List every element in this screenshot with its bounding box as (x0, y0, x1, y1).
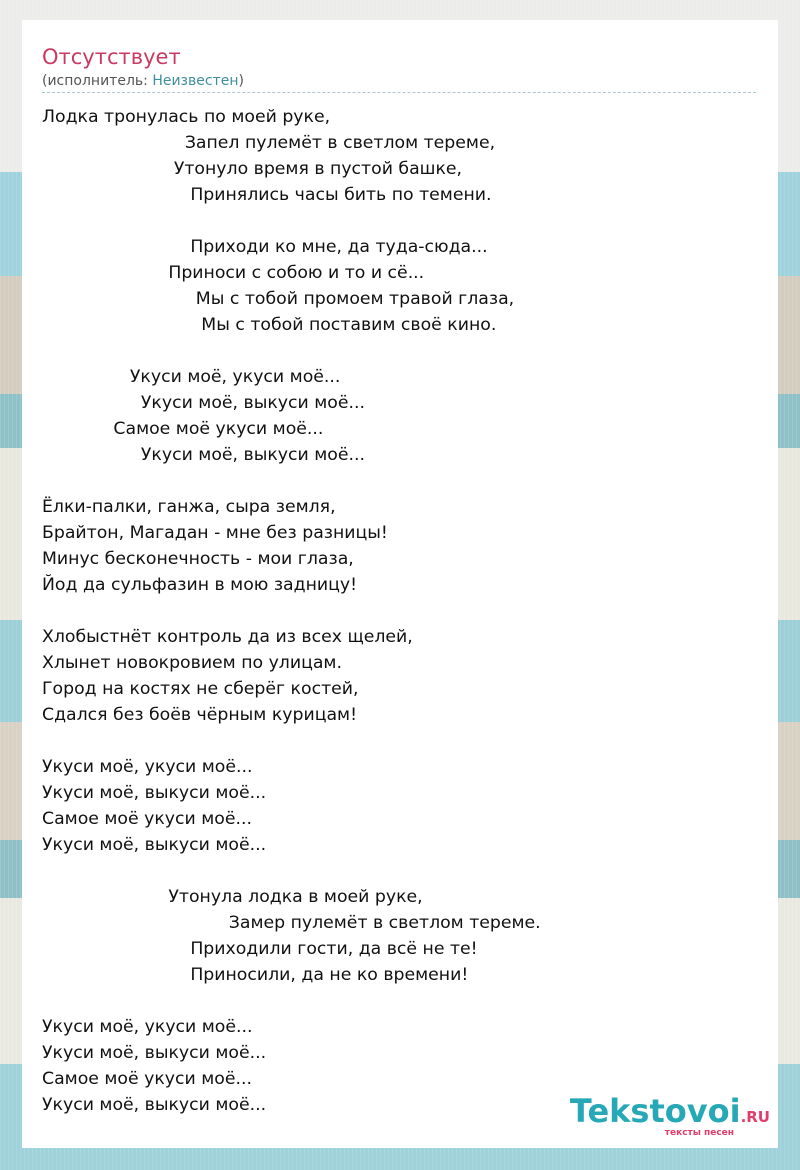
logo-tagline: тексты песен (664, 1128, 734, 1138)
lyric-line: Укуси моё, укуси моё... (42, 1017, 253, 1037)
logo-name: Tekstovoi (569, 1092, 741, 1130)
lyric-line: Приноси с собою и то и сё... (42, 263, 425, 283)
lyric-line: Укуси моё, выкуси моё... (42, 783, 267, 803)
lyric-line (42, 468, 762, 494)
artist-line (42, 72, 244, 90)
lyric-line: Укуси моё, укуси моё... (42, 757, 253, 777)
lyric-line: Принялись часы бить по темени. (42, 185, 492, 205)
lyric-line: Приходи ко мне, да туда-сюда... (42, 237, 488, 257)
lyric-line (42, 338, 762, 364)
artist-suffix: ) (238, 73, 244, 89)
lyric-line: Минус бесконечность - мои глаза, (42, 549, 354, 569)
lyric-line: Мы с тобой поставим своё кино. (42, 315, 497, 335)
lyric-line: Мы с тобой промоем травой глаза, (42, 289, 515, 309)
site-logo[interactable] (558, 1092, 770, 1140)
artist-link[interactable]: Неизвестен (152, 73, 239, 89)
lyric-line: Сдался без боёв чёрным курицам! (42, 705, 358, 725)
lyric-line: Самое моё укуси моё... (42, 419, 324, 439)
title-divider (42, 92, 756, 93)
lyric-line: Укуси моё, выкуси моё... (42, 1095, 267, 1115)
song-title: Отсутствует (42, 45, 181, 69)
lyric-line (42, 598, 762, 624)
lyric-line (42, 208, 762, 234)
lyrics-card (22, 20, 778, 1148)
lyric-line: Ёлки-палки, ганжа, сыра земля, (42, 497, 336, 517)
artist-prefix: (исполнитель: (42, 73, 153, 89)
lyric-line: Укуси моё, выкуси моё... (42, 445, 365, 465)
lyric-line: Укуси моё, выкуси моё... (42, 1043, 267, 1063)
lyric-line: Самое моё укуси моё... (42, 809, 252, 829)
lyric-line: Брайтон, Магадан - мне без разницы! (42, 523, 388, 543)
lyric-line: Город на костях не сберёг костей, (42, 679, 359, 699)
lyric-line: Запел пулемёт в светлом тереме, (42, 133, 496, 153)
logo-tld: .RU (740, 1108, 770, 1126)
lyric-line: Приносили, да не ко времени! (42, 965, 469, 985)
lyric-line: Йод да сульфазин в мою задницу! (42, 575, 358, 595)
lyric-line: Утонула лодка в моей руке, (42, 887, 423, 907)
lyric-line: Приходили гости, да всё не те! (42, 939, 478, 959)
lyric-line: Замер пулемёт в светлом тереме. (42, 913, 541, 933)
lyric-line: Укуси моё, укуси моё... (42, 367, 341, 387)
lyric-line (42, 858, 762, 884)
lyric-line: Самое моё укуси моё... (42, 1069, 252, 1089)
lyric-line: Хлынет новокровием по улицам. (42, 653, 342, 673)
lyric-line: Хлобыстнёт контроль да из всех щелей, (42, 627, 413, 647)
lyric-line: Утонуло время в пустой башке, (42, 159, 463, 179)
lyrics-body (42, 104, 762, 1124)
lyric-line: Укуси моё, выкуси моё... (42, 393, 365, 413)
lyric-line (42, 988, 762, 1014)
lyric-line (42, 728, 762, 754)
lyric-line: Укуси моё, выкуси моё... (42, 835, 267, 855)
lyric-line: Лодка тронулась по моей руке, (42, 107, 331, 127)
